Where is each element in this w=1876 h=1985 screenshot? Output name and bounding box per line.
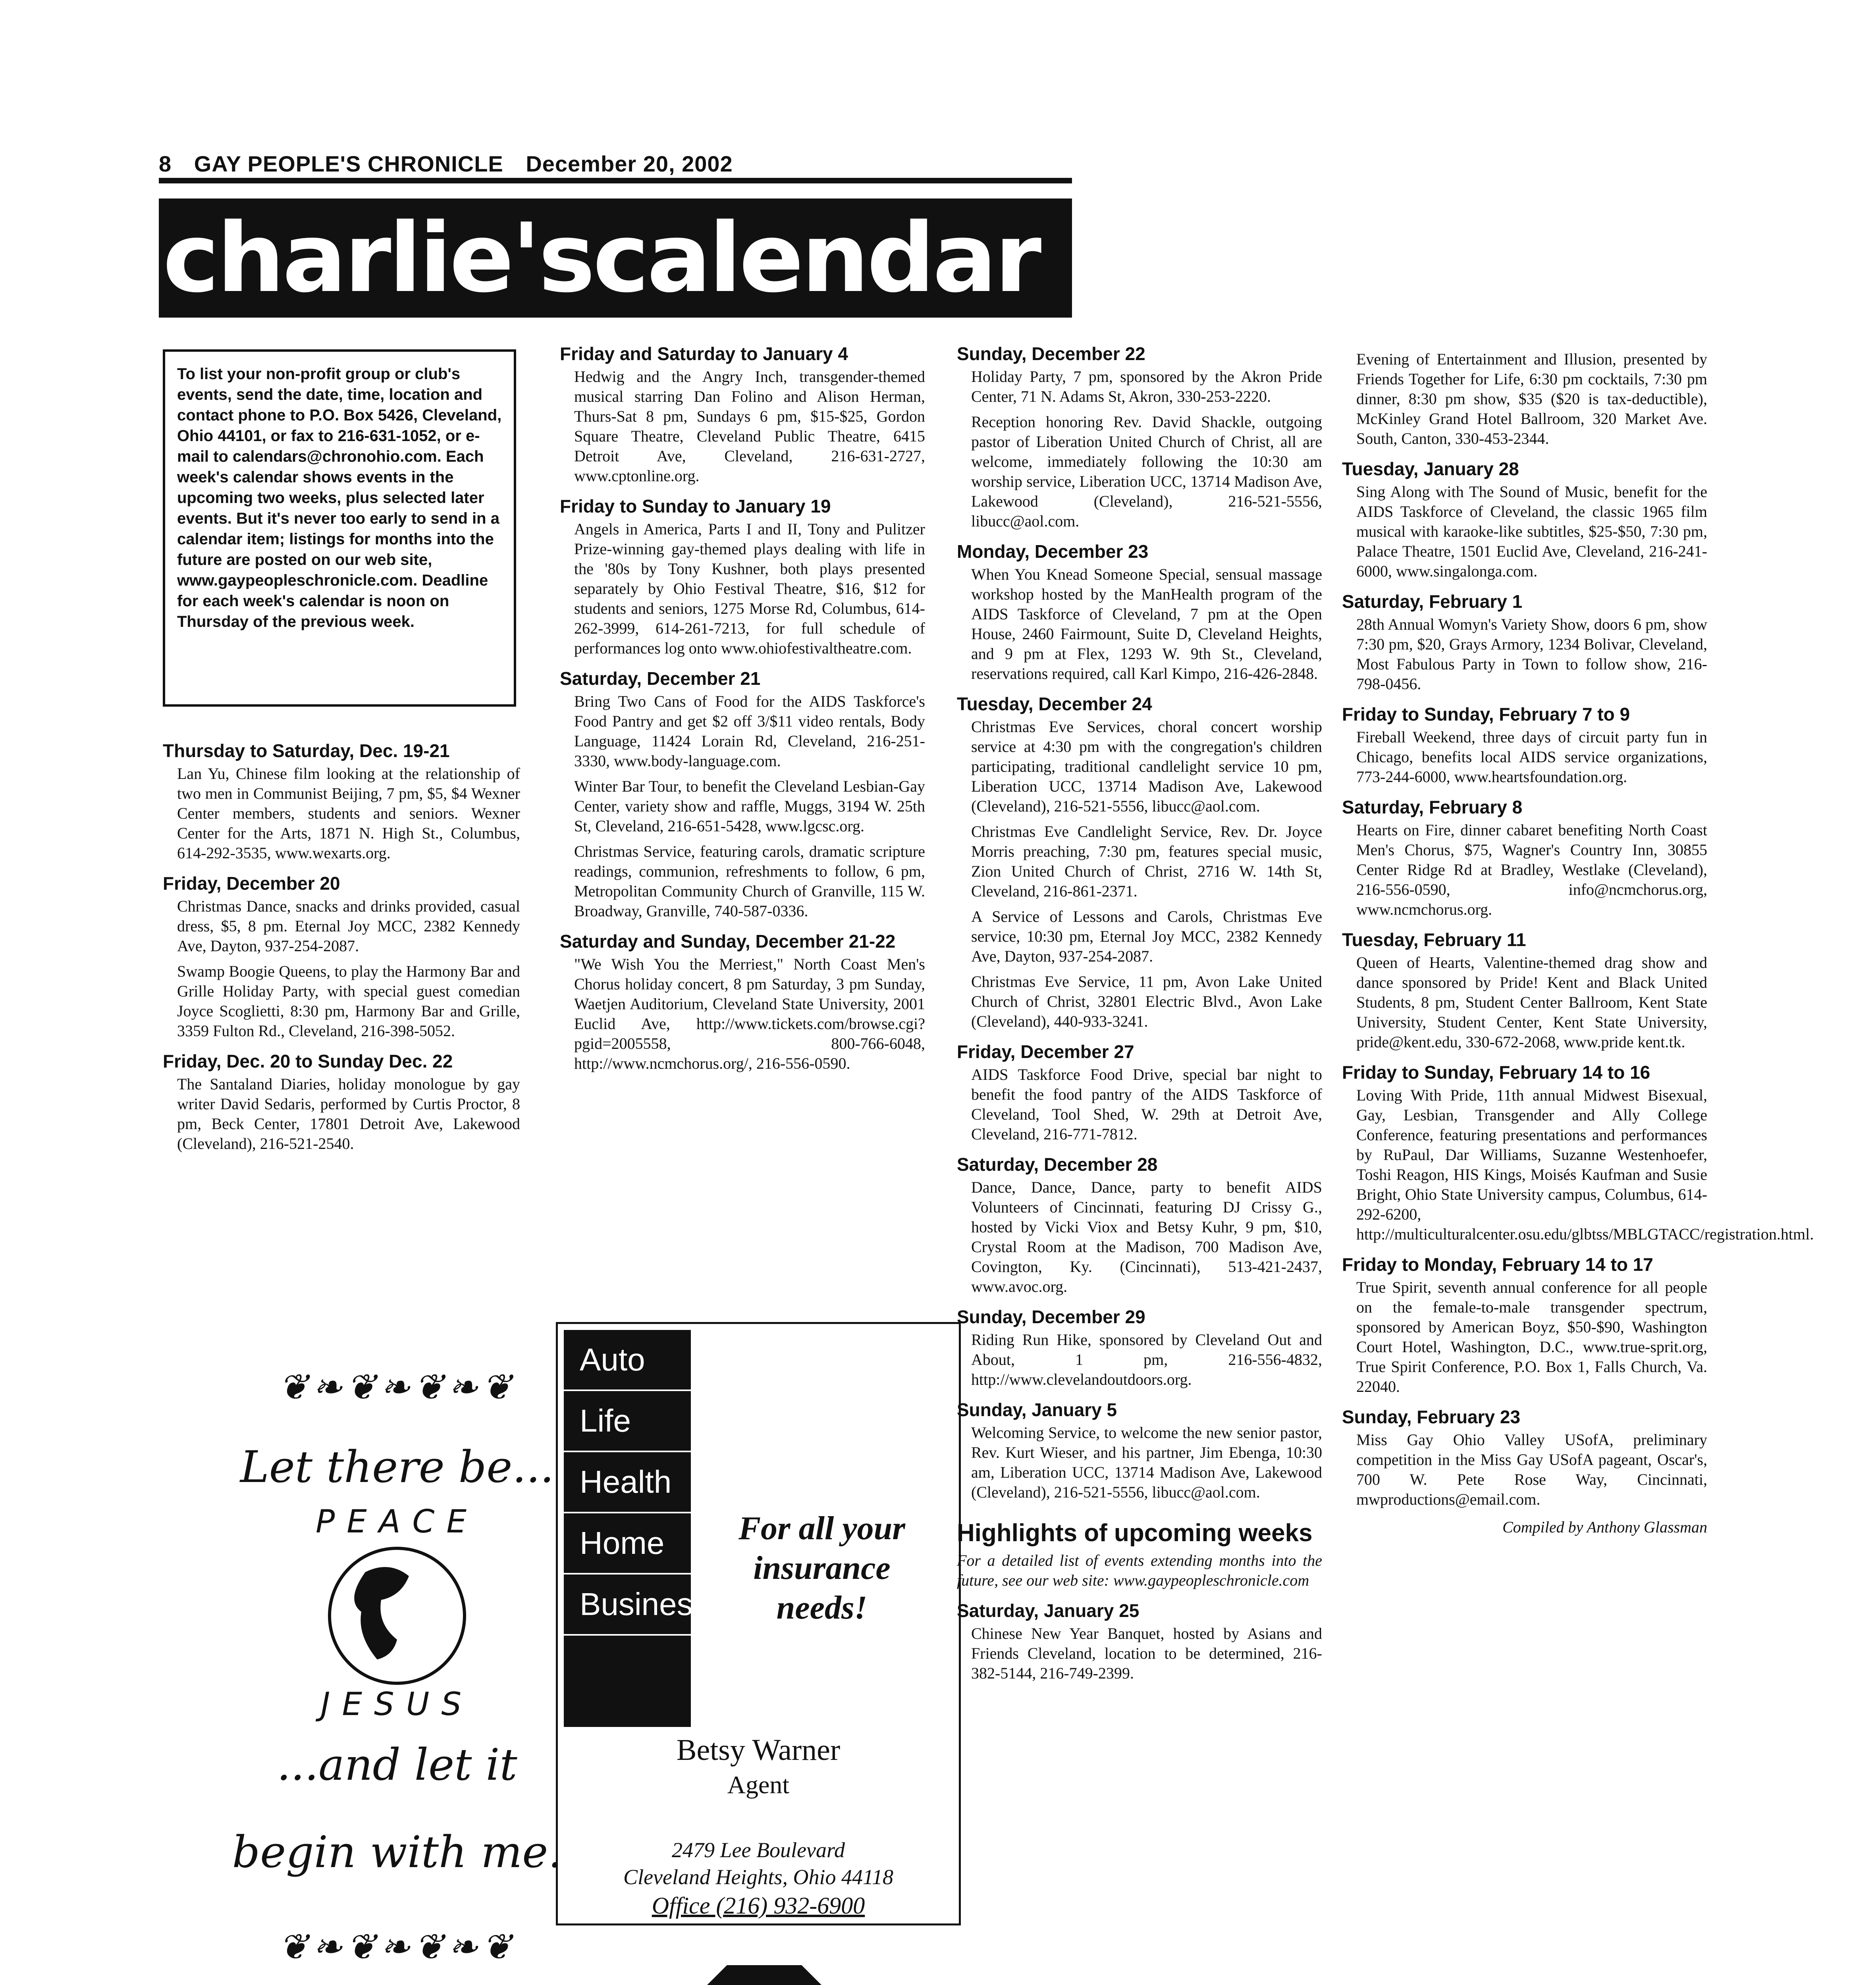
event-entry: Christmas Eve Candlelight Service, Rev. Dr. Joyce Morris preaching, 7:30 pm, features special music, Zion United Church of Christ, 2716 W. 14th St, Cleveland, 216-861-2371. [971,823,1322,900]
date-heading: Tuesday, January 28 [1342,459,1519,479]
event-entry: Hedwig and the Angry Inch, transgender-themed musical starring Dan Folino and Alison Herman, Thurs-Sat 8 pm, Sundays 6 pm, $15-$25, Gordon Square Theatre, Cleveland Public Theatre, 6415 Detroit Ave, Cleveland, 216-631-2727, www.cptonline.org. [574,368,925,485]
date-heading: Saturday, December 21 [560,668,761,689]
ornament-divider: ❦❧❦❧❦❧❦ [278,1366,516,1408]
agent-name: Betsy Warner [676,1733,841,1767]
globe-peace-icon [286,1505,508,1727]
highlights-intro: For a detailed list of events extending months into the future, see our web site: www.gaypeopleschronicle.com [957,1551,1322,1589]
date-heading: Friday to Monday, February 14 to 17 [1342,1254,1653,1275]
submission-info-box [163,349,516,707]
greeting-line-3: begin with me. [232,1827,562,1877]
event-entry: Winter Bar Tour, to benefit the Cleveland Lesbian-Gay Center, variety show and raffle, Muggs, 3194 W. 25th St, Cleveland, 216-651-5428, www.lgcsc.org. [574,777,925,835]
date-heading: Friday and Saturday to January 4 [560,343,848,364]
event-entry: Reception honoring Rev. David Shackle, outgoing pastor of Liberation United Church of Christ, all are welcome, immediately following the 10:30 am worship service, Liberation UCC, 13714 Madison Ave, Lakewood (Cleveland), 216-521-5556, libucc@aol.com. [971,413,1322,530]
event-entry: Christmas Dance, snacks and drinks provided, casual dress, $5, 8 pm. Eternal Joy MCC, 2382 Kennedy Ave, Dayton, 937-254-2087. [177,897,520,955]
event-entry: Lan Yu, Chinese film looking at the relationship of two men in Communist Beijing, 7 pm, $5, $4 Wexner Center members, students and seniors. Wexner Center for the Arts, 1871 N. High St., Columbus, 614-292-3535, www.wexarts.org. [177,765,520,862]
date-heading: Sunday, December 29 [957,1307,1145,1327]
event-entry: True Spirit, seventh annual conference for all people on the female-to-male transgender spectrum, sponsored by American Boyz, $50-$90, Washington Court Hotel, Washington, D.C., www.true-sprit.org, True Spirit Conference, P.O. Box 1, Falls Church, Va. 22040. [1356,1278,1707,1395]
event-entry: Sing Along with The Sound of Music, benefit for the AIDS Taskforce of Cleveland, the classic 1965 film musical with karaoke-like subtitles, $25-$50, 7:30 pm, Palace Theatre, 1501 Euclid Ave, Cleveland, 216-241-6000, www.singalonga.com. [1356,483,1707,580]
event-entry: Christmas Service, featuring carols, dramatic scripture readings, communion, refreshments to follow, 6 pm, Metropolitan Community Church of Granville, 115 W. Broadway, Granville, 740-587-0336. [574,842,925,920]
event-entry: Fireball Weekend, three days of circuit party fun in Chicago, benefits local AIDS service organizations, 773-244-6000, www.heartsfoundation.org. [1356,728,1707,786]
agent-title: Agent [727,1771,790,1799]
event-entry: Christmas Eve Service, 11 pm, Avon Lake United Church of Christ, 32801 Electric Blvd., Avon Lake (Cleveland), 440-933-3241. [971,973,1322,1030]
insurance-type: Home [564,1513,691,1575]
date-heading: Friday, December 20 [163,873,340,894]
event-entry: Loving With Pride, 11th annual Midwest Bisexual, Gay, Lesbian, Transgender and Ally College Conference, featuring presentations and performances by RuPaul, Dar Williams, Suzanne Westenhoefer, Toshi Reagon, HIS Kings, Moisés Kaufman and Susie Bright, Ohio State University campus, Columbus, 614-292-6200, http://multiculturalcenter.osu.edu/glbtss/MBLGTACC/registration.html. [1356,1086,1814,1243]
insurance-type: Life [564,1391,691,1452]
event-entry: Queen of Hearts, Valentine-themed drag show and dance sponsored by Pride! Kent and Black United Students, 8 pm, Student Center Ballroom, Kent State University, Student Center, Kent State University, pride@kent.edu, 330-672-2068, www.pride kent.tk. [1356,954,1707,1051]
insurance-type: Health [564,1452,691,1513]
peace-letters: PEACE [316,1505,478,1540]
calendar-column-3 [957,333,1322,1683]
event-entry: Swamp Boogie Queens, to play the Harmony Bar and Grille Holiday Party, with special guest comedian Joyce Scoglietti, 8:30 pm, Harmony Bar and Grille, 3359 Fulton Rd., Cleveland, 216-398-5052. [177,962,520,1040]
date-heading: Friday, Dec. 20 to Sunday Dec. 22 [163,1051,453,1072]
event-entry: Angels in America, Parts I and II, Tony and Pulitzer Prize-winning gay-themed plays dealing with life in the '80s by Tony Kushner, both plays presented separately by Ohio Festival Theatre, $16, $12 for students and seniors, 1275 Morse Rd, Columbus, 614-262-3999, 614-261-7213, for full schedule of performances log onto www.ohiofestivaltheatre.com. [574,520,925,657]
date-heading: Monday, December 23 [957,541,1149,562]
event-entry: Christmas Eve Services, choral concert worship service at 4:30 pm with the congregation's children participating, traditional candlelight service 10 pm, Liberation UCC, 13714 Madison Ave, Lakewood (Cleveland), 216-521-5556, libucc@aol.com. [971,718,1322,815]
event-entry: Chinese New Year Banquet, hosted by Asians and Friends Cleveland, location to be determined, 216-382-5144, 216-749-2399. [971,1625,1322,1682]
date-heading: Tuesday, February 11 [1342,929,1526,950]
highlights-heading: Highlights of upcoming weeks [957,1519,1313,1547]
event-entry: "We Wish You the Merriest," North Coast Men's Chorus holiday concert, 8 pm Saturday, 3 pm Sunday, Waetjen Auditorium, Cleveland State University, 2001 Euclid Ave, http://www.tickets.com/browse.cgi?pgid=2005558, 800-766-6048, http://www.ncmchorus.org/, 216-556-0590. [574,955,925,1072]
page-number: 8 [159,151,172,176]
date-heading: Saturday, February 1 [1342,591,1523,612]
publication-name: GAY PEOPLE'S CHRONICLE [194,151,503,176]
event-entry: When You Knead Someone Special, sensual massage workshop hosted by the ManHealth program of the AIDS Taskforce of Cleveland, 7 pm at the Open House, 2460 Fairmount, Suite D, Cleveland Heights, and 9 pm at Flex, 1293 W. 9th St., Cleveland, reservations required, call Karl Kimpo, 216-426-2848. [971,565,1322,682]
event-entry: Riding Run Hike, sponsored by Cleveland Out and About, 1 pm, 216-556-4832, http://www.clevelandoutdoors.org. [971,1331,1322,1388]
greeting-line-2: ...and let it [277,1739,517,1790]
submission-info-text: To list your non-profit group or club's events, send the date, time, location and contact phone to P.O. Box 5426, Cleveland, Ohio 44101, or fax to 216-631-1052, or e-mail to calendars@chronohio.com. Each week's calendar shows events in the upcoming two weeks, plus selected later events. But it's never too early to send in a calendar item; listings for months into the future are posted on our web site, www.gaypeopleschronicle.com. Deadline for each week's calendar is noon on Thursday of the previous week. [177,365,502,630]
agent-address-2: Cleveland Heights, Ohio 44118 [623,1865,893,1889]
stop-sign-icon [671,1965,858,1985]
insurance-types-list [564,1330,709,1727]
event-entry: Miss Gay Ohio Valley USofA, preliminary competition in the Miss Gay USofA pageant, Oscar's, 700 W. Pete Rose Way, Cincinnati, mwproductions@email.com. [1356,1431,1707,1508]
insurance-type: Auto [564,1330,691,1391]
event-entry: A Service of Lessons and Carols, Christmas Eve service, 10:30 pm, Eternal Joy MCC, 2382 Kennedy Ave, Dayton, 937-254-2087. [971,908,1322,965]
page-header [159,151,1747,175]
agent-office-phone: Office (216) 932-6900 [652,1892,865,1919]
date-heading: Saturday, December 28 [957,1154,1158,1175]
date-heading: Friday to Sunday to January 19 [560,496,831,516]
greeting-line-1: Let there be... [240,1442,554,1492]
date-heading: Thursday to Saturday, Dec. 19-21 [163,740,450,761]
event-entry: 28th Annual Womyn's Variety Show, doors 6 pm, show 7:30 pm, $20, Grays Armory, 1234 Bolivar, Cleveland, Most Fabulous Party in Town to follow show, 216-798-0456. [1356,615,1707,693]
event-entry: Welcoming Service, to welcome the new senior pastor, Rev. Kurt Wieser, and his partner, Jim Ebenga, 10:30 am, Liberation UCC, 13714 Madison Ave, Lakewood (Cleveland), 216-521-5556, libucc@aol.com. [971,1424,1322,1501]
event-entry: Holiday Party, 7 pm, sponsored by the Akron Pride Center, 71 N. Adams St, Akron, 330-253-2220. [971,368,1322,405]
insurance-type: Business [564,1575,691,1636]
calendar-column-4 [1342,349,1814,1739]
insurance-agent-block [564,1723,953,1919]
date-heading: Saturday, January 25 [957,1600,1139,1621]
insurance-tagline: For all your insurance needs! [738,1510,906,1626]
church-greeting-ad [199,1366,596,1985]
header-rule [159,178,1072,183]
date-heading: Sunday, December 22 [957,343,1145,364]
date-heading: Friday to Sunday, February 14 to 16 [1342,1062,1650,1083]
issue-date: December 20, 2002 [526,151,733,176]
event-entry: Evening of Entertainment and Illusion, presented by Friends Together for Life, 6:30 pm cocktails, 7:30 pm dinner, 8:30 pm show, $35 ($20 is tax-deductible), McKinley Grand Hotel Ballroom, 320 Market Ave. South, Canton, 330-453-2344. [1356,350,1707,447]
date-heading: Tuesday, December 24 [957,694,1152,714]
date-heading: Saturday and Sunday, December 21-22 [560,931,896,952]
calendar-column-1 [163,730,520,1326]
event-entry: The Santaland Diaries, holiday monologue by gay writer David Sedaris, performed by Curtis Proctor, 8 pm, Beck Center, 17801 Detroit Ave, Lakewood (Cleveland), 216-521-2540. [177,1075,520,1152]
calendar-column-2 [560,333,925,1286]
event-entry: AIDS Taskforce Food Drive, special bar night to benefit the food pantry of the AIDS Taskforce of Cleveland, Tool Shed, W. 29th at Detroit Ave, Cleveland, 216-771-7812. [971,1066,1322,1143]
agent-address-1: 2479 Lee Boulevard [672,1838,845,1862]
date-heading: Sunday, February 23 [1342,1407,1521,1427]
ornament-divider: ❦❧❦❧❦❧❦ [278,1926,516,1968]
section-masthead: charlie'scalendar [159,198,1072,318]
date-heading: Friday, December 27 [957,1041,1134,1062]
date-heading: Friday to Sunday, February 7 to 9 [1342,704,1630,725]
jesus-letters: JESUS [320,1686,474,1723]
date-heading: Sunday, January 5 [957,1399,1117,1420]
compiled-by: Compiled by Anthony Glassman [1502,1518,1707,1536]
event-entry: Bring Two Cans of Food for the AIDS Taskforce's Food Pantry and get $2 off 3/$11 video rentals, Body Language, 11424 Lorain Rd, Cleveland, 216-251-3330, www.body-language.com. [574,692,925,770]
event-entry: Dance, Dance, Dance, party to benefit AIDS Volunteers of Cincinnati, featuring DJ Crissy G., hosted by Vicki Viox and Betsy Kuhr, 9 pm, $10, Crystal Room at the Madison, 700 Madison Ave, Covington, Ky. (Cincinnati), 513-421-2437, www.avoc.org. [971,1178,1322,1295]
event-entry: Hearts on Fire, dinner cabaret benefiting North Coast Men's Chorus, $75, Wagner's Country Inn, 30855 Center Ridge Rd at Bradley, Westlake (Cleveland), 216-556-0590, info@ncmchorus.org, www.ncmchorus.org. [1356,821,1707,918]
date-heading: Saturday, February 8 [1342,797,1523,817]
